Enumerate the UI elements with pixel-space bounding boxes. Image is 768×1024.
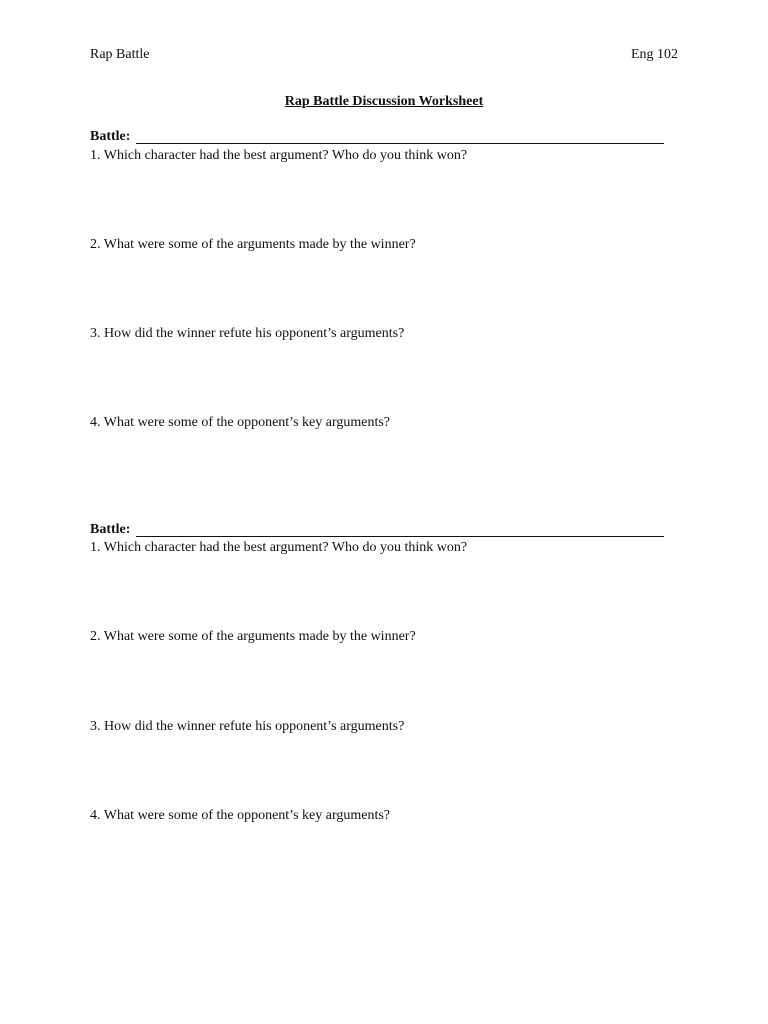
- worksheet-title: Rap Battle Discussion Worksheet: [284, 94, 484, 109]
- header-course-topic: Rap Battle: [90, 47, 150, 62]
- header-course-code: Eng 102: [630, 47, 678, 62]
- battle-field-1[interactable]: [90, 128, 666, 146]
- battle-answer-line[interactable]: [136, 536, 664, 537]
- battle-label: Battle:: [90, 522, 131, 537]
- question-2: 2. What were some of the arguments made by the winner?: [90, 237, 416, 252]
- question-3: 3. How did the winner refute his opponent’s arguments?: [90, 326, 405, 341]
- question-3: 3. How did the winner refute his opponent’s arguments?: [90, 719, 405, 734]
- question-4: 4. What were some of the opponent’s key arguments?: [90, 808, 391, 823]
- question-1: 1. Which character had the best argument? Who do you think won?: [90, 148, 468, 163]
- battle-answer-line[interactable]: [136, 143, 664, 144]
- question-1: 1. Which character had the best argument? Who do you think won?: [90, 540, 468, 555]
- battle-field-2[interactable]: [90, 521, 666, 539]
- question-4: 4. What were some of the opponent’s key arguments?: [90, 415, 391, 430]
- battle-label: Battle:: [90, 129, 131, 144]
- question-2: 2. What were some of the arguments made by the winner?: [90, 629, 416, 644]
